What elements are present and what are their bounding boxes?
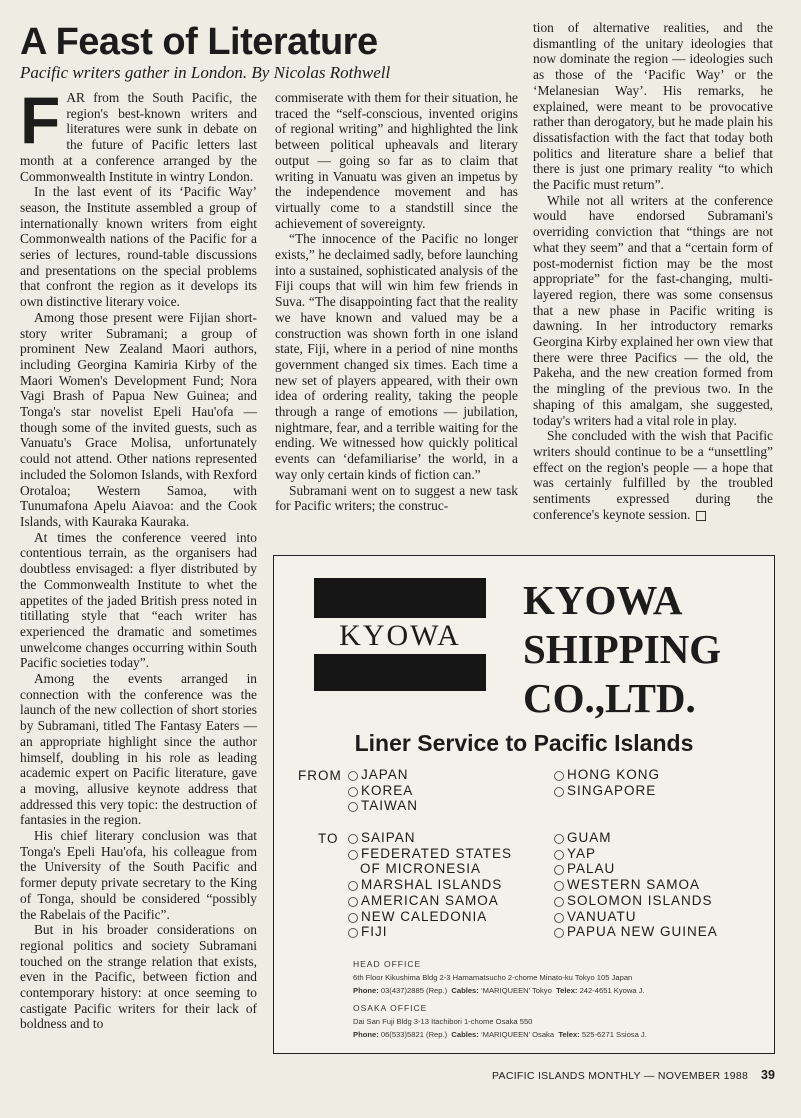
head-office <box>353 958 645 997</box>
circle-bullet-icon <box>348 834 358 844</box>
office-address: Dai San Fuji Bldg 3-13 Itachibori 1-chome Osaka 550 <box>353 1017 533 1026</box>
to-ports-right <box>554 830 718 940</box>
office-address: 6th Floor Kikushima Bldg 2-3 Hamamatsucho 2-chome Minato-ku Tokyo 105 Japan <box>353 973 633 982</box>
office-label: OSAKA OFFICE <box>353 1003 428 1013</box>
paragraph: At times the conference veered into contentious terrain, as the organisers had doubtless envisaged: a flyer distributed by the Commonwealth Institute to whet the appetites of the jaded British press noted in titillating style that “each writer has experienced the dramatic and sometimes unwelcome changes occurring within South Pacific societies today”. <box>20 529 257 671</box>
paragraph: “The innocence of the Pacific no longer exists,” he declaimed sadly, before launching into a sustained, sophisticated analysis of the Fiji coups that will win him few friends in Suva. “The disappointing fact that the reality we have known and valued may be a construction was shown forth in one island state, Fiji, where in a period of nine months government changed six times. Each time a new set of players appeared, with their own idea of ordering reality, taking the people through a range of emotions — jubilation, nightmare, fear, and a terrible waiting for the ending. We witnessed how quickly political events can ‘defamiliarise’ the world, in a way only certain kinds of fiction can.” <box>275 231 518 482</box>
port-item: SAIPAN <box>348 830 512 846</box>
circle-bullet-icon <box>348 787 358 797</box>
circle-bullet-icon <box>348 850 358 860</box>
port-item-continued: OF MICRONESIA <box>360 861 482 877</box>
osaka-office <box>353 1002 647 1041</box>
port-item: FEDERATED STATES <box>348 846 512 862</box>
circle-bullet-icon <box>348 771 358 781</box>
article-column-3 <box>533 20 773 523</box>
paragraph: commiserate with them for their situation, he traced the “self-conscious, invented origins of regional writing” and highlighted the link between political upheavals and literary output — going so far as to claim that writing in Vanuatu was given an impetus by the independence movement and has virtually come to a standstill since the achievement of sovereignty. <box>275 90 518 231</box>
circle-bullet-icon <box>554 865 564 875</box>
port-item: SOLOMON ISLANDS <box>554 893 718 909</box>
port-item: SINGAPORE <box>554 783 660 799</box>
paragraph: She concluded with the wish that Pacific writers should continue to be a “unsettling” effect on the region's people — a hope that was certainly fulfilled by the troubled sentiments expressed during the conference's keynote session. <box>533 428 773 522</box>
to-ports-left <box>348 830 512 940</box>
circle-bullet-icon <box>348 881 358 891</box>
office-label: HEAD OFFICE <box>353 959 422 969</box>
paragraph: AR from the South Pacific, the region's best-known writers and literatures were sunk in debate on the future of Pacific letters last month at a conference arranged by the Commonwealth Institute in wintry London. <box>20 90 257 184</box>
paragraph: tion of alternative realities, and the dismantling of the unitary ideologies that now dominate the region — ideologies such as those of the ‘Pacific Way’ or the ‘Melanesian Way’. His remarks, he explained, were meant to be provocative rather than derogatory, but he made plain his dissatisfaction with the fact that today both politics and literature share a belief that there is just one primary reality “to which the Pacific must return”. <box>533 20 773 193</box>
circle-bullet-icon <box>348 897 358 907</box>
publication-footer: PACIFIC ISLANDS MONTHLY — NOVEMBER 1988 <box>492 1070 749 1082</box>
article-column-1 <box>20 83 257 1032</box>
circle-bullet-icon <box>348 913 358 923</box>
from-label: FROM <box>298 768 342 783</box>
kyowa-advertisement <box>273 555 775 1054</box>
paragraph: In the last event of its ‘Pacific Way’ season, the Institute assembled a group of internationally known writers from eight Commonwealth nations of the Pacific for a series of lectures, round-table discussions and presentations on the special problems that confront the region as it develops its own distinctive literary voice. <box>20 184 257 310</box>
port-item: YAP <box>554 846 718 862</box>
port-item: KOREA <box>348 783 418 799</box>
circle-bullet-icon <box>554 787 564 797</box>
paragraph: His chief literary conclusion was that Tonga's Epeli Hau'ofa, his colleague from the University of the South Pacific and former deputy private secretary to the King of Tonga, should be considered “possibly the Rabelais of the Pacific”. <box>20 828 257 922</box>
port-item: TAIWAN <box>348 798 418 814</box>
circle-bullet-icon <box>554 897 564 907</box>
port-item: AMERICAN SAMOA <box>348 893 512 909</box>
port-item: PALAU <box>554 861 718 877</box>
drop-cap: F <box>20 83 61 157</box>
kyowa-logo <box>314 578 486 691</box>
article-subtitle: Pacific writers gather in London. By Nicolas Rothwell <box>20 63 391 82</box>
from-ports-left <box>348 767 418 814</box>
circle-bullet-icon <box>554 928 564 938</box>
to-label: TO <box>318 831 339 846</box>
port-item: GUAM <box>554 830 718 846</box>
article-title: A Feast of Literature <box>20 21 378 63</box>
circle-bullet-icon <box>554 913 564 923</box>
port-item: WESTERN SAMOA <box>554 877 718 893</box>
port-item: JAPAN <box>348 767 418 783</box>
circle-bullet-icon <box>348 802 358 812</box>
port-item: FIJI <box>348 924 512 940</box>
paragraph: Subramani went on to suggest a new task for Pacific writers; the construc- <box>275 482 518 514</box>
port-item: HONG KONG <box>554 767 660 783</box>
port-item: NEW CALEDONIA <box>348 909 512 925</box>
circle-bullet-icon <box>554 881 564 891</box>
paragraph: But in his broader considerations on regional politics and society Subramani touched on the strange relation that exists, even in the Pacific, between fiction and contemporary history: at once seeming to castigate Pacific writers for their lack of boldness and to <box>20 922 257 1032</box>
logo-text: KYOWA <box>314 618 486 654</box>
port-item: MARSHAL ISLANDS <box>348 877 512 893</box>
ad-headline: Liner Service to Pacific Islands <box>354 730 694 756</box>
circle-bullet-icon <box>554 850 564 860</box>
end-mark-icon <box>696 511 706 521</box>
port-item: VANUATU <box>554 909 718 925</box>
port-item: PAPUA NEW GUINEA <box>554 924 718 940</box>
page-number: 39 <box>761 1068 775 1082</box>
office-contacts: Phone: 03(437)2885 (Rep.) Cables: ‘MARIQUEEN’ Tokyo Telex: 242-4651 Kyowa J. <box>353 986 645 995</box>
office-contacts: Phone: 06(533)5821 (Rep.) Cables: ‘MARIQUEEN’ Osaka Telex: 525-6271 Ssiosa J. <box>353 1030 647 1039</box>
circle-bullet-icon <box>554 771 564 781</box>
paragraph: Among those present were Fijian short-story writer Subramani; a group of prominent New Zealand Maori authors, including Georgina Kamiria Kirby of the Maori Women's Development Fund; Nora Vagi Brash of Papua New Guinea; and Tonga's star novelist Epeli Hau'ofa — though some of the invited guests, such as Vanuatu's Grace Molisa, unfortunately could not attend. Other nations represented included the Solomon Islands, with Rexford Orotaloa; Western Samoa, with Tunumafona Apelu Aiavoa: and the Cook Islands, with Kauraka Kauraka. <box>20 309 257 529</box>
circle-bullet-icon <box>348 928 358 938</box>
company-name: KYOWA SHIPPING CO.,LTD. <box>523 577 722 721</box>
circle-bullet-icon <box>554 834 564 844</box>
paragraph: While not all writers at the conference would have endorsed Subramani's overriding conviction that “things are not what they seem” and that a “certain form of post-modernist fiction may be the most appropriate” for the fast-changing, multi-layered region, there was some consensus that a new phase in Pacific writing is dawning. In her introductory remarks Georgina Kirby explained her own view that there were three Pacifics — the old, the Pakeha, and the new creation formed from the mingling of the previous two. In the shaping of this amalgam, she suggested, today's writers had a vital role in play. <box>533 192 773 428</box>
paragraph: Among the events arranged in connection with the conference was the launch of the new collection of short stories by Subramani, titled The Fantasy Eaters — an appropriate highlight since the author himself, doubling in his role as leading academic expert on Pacific literature, gave a moving, allusive keynote address that addressed this very topic: the destruction of fantasies in the region. <box>20 671 257 828</box>
article-column-2 <box>275 90 518 514</box>
from-ports-right <box>554 767 660 798</box>
